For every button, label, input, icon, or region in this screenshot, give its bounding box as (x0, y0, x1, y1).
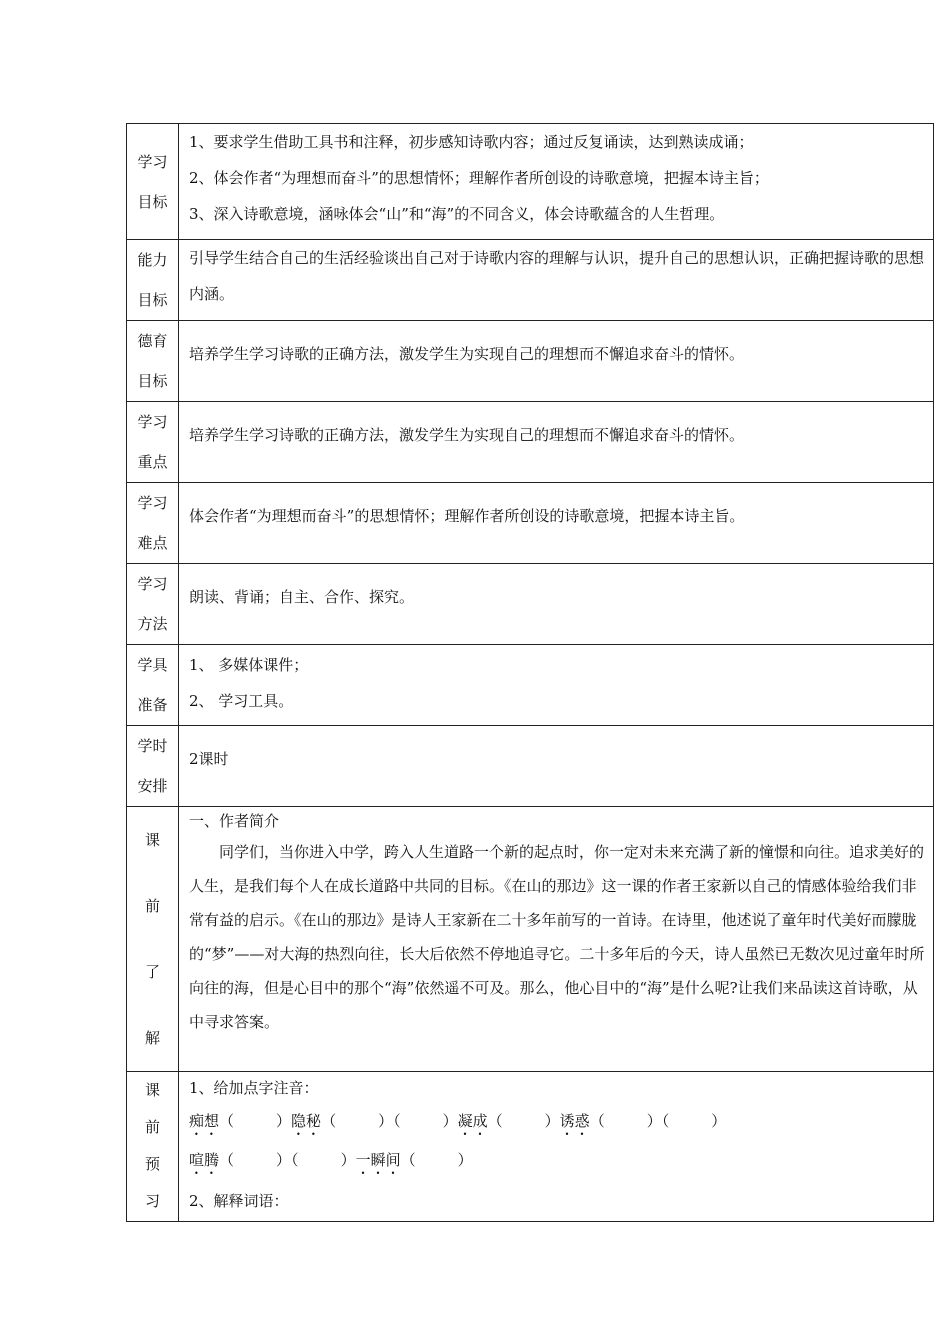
row-content (179, 726, 934, 807)
row-content (179, 402, 934, 483)
row-schedule (127, 726, 934, 807)
row-content (179, 1072, 934, 1222)
row-difficult-points (127, 483, 934, 564)
row-content (179, 564, 934, 645)
dotted-word: 痴想 (189, 1112, 220, 1130)
row-label: 学习 重点 (127, 402, 179, 483)
dotted-word: 一瞬间 (355, 1151, 401, 1169)
row-moral-goals (127, 321, 934, 402)
row-label: 学具 准备 (127, 645, 179, 726)
row-label: 德育 目标 (127, 321, 179, 402)
goal-line: 1、要求学生借助工具书和注释，初步感知诗歌内容；通过反复诵读，达到熟读成诵； (189, 133, 754, 151)
content-text: 2课时 (189, 750, 229, 768)
row-learning-goals (127, 124, 934, 240)
row-content (179, 124, 934, 240)
dotted-word: 凝成 (457, 1112, 488, 1130)
content-text: 培养学生学习诗歌的正确方法，激发学生为实现自己的理想而不懈追求奋斗的情怀。 (189, 345, 745, 363)
goal-line: 3、深入诗歌意境，涵咏体会“山”和“海”的不同含义，体会诗歌蕴含的人生哲理。 (189, 205, 725, 223)
row-tools (127, 645, 934, 726)
tool-line: 2、 学习工具。 (189, 692, 294, 710)
dotted-word: 诱惑 (559, 1112, 590, 1130)
row-content (179, 483, 934, 564)
row-pre-class-preview (127, 1072, 934, 1222)
tool-line: 1、 多媒体课件； (189, 656, 309, 674)
section-heading: 1、给加点字注音： (189, 1079, 319, 1097)
content-text: 培养学生学习诗歌的正确方法，激发学生为实现自己的理想而不懈追求奋斗的情怀。 (189, 426, 745, 444)
content-text: 朗读、背诵；自主、合作、探究。 (189, 588, 415, 606)
row-pre-class-intro (127, 807, 934, 1072)
row-label: 学时 安排 (127, 726, 179, 807)
row-label: 学习 方法 (127, 564, 179, 645)
row-label: 学习 目标 (127, 124, 179, 240)
row-label: 课 前 预 习 (127, 1072, 179, 1222)
row-content (179, 321, 934, 402)
row-ability-goals (127, 240, 934, 321)
row-content (179, 807, 934, 1072)
row-content (179, 240, 934, 321)
pinyin-line-2: 喧腾（ ）（ ）一瞬间（ ） (189, 1151, 473, 1169)
pinyin-line-1: 痴想（ ）隐秘（ ）（ ）凝成（ ）诱惑（ ）（ ） (189, 1112, 727, 1130)
row-label: 学习 难点 (127, 483, 179, 564)
goal-line: 2、体会作者“为理想而奋斗”的思想情怀；理解作者所创设的诗歌意境，把握本诗主旨； (189, 169, 769, 187)
row-label: 能力 目标 (127, 240, 179, 321)
lesson-plan-table (126, 123, 934, 1222)
author-intro-paragraph: 同学们，当你进入中学，跨入人生道路一个新的起点时，你一定对未来充满了新的憧憬和向往。追求美好的人生，是我们每个人在成长道路中共同的目标。《在山的那边》这一课的作者王家新以自己的情感体验给我们非常有益的启示。《在山的那边》是诗人王家新在二十多年前写的一首诗。在诗里，他述说了童年时代美好而朦胧的“梦”——对大海的热烈向往，长大后依然不停地追寻它。二十多年后的今天，诗人虽然已无数次见过童年时所向往的海，但是心目中的那个“海”依然遥不可及。那么，他心目中的“海”是什么呢?让我们来品读这首诗歌，从中寻求答案。 (189, 843, 925, 1031)
section-heading: 2、解释词语： (189, 1192, 289, 1210)
row-key-points (127, 402, 934, 483)
content-text: 引导学生结合自己的生活经验谈出自己对于诗歌内容的理解与认识，提升自己的思想认识，正确把握诗歌的思想内涵。 (189, 249, 925, 303)
dotted-word: 喧腾 (189, 1151, 220, 1169)
section-heading: 一、作者简介 (189, 812, 280, 830)
content-text: 体会作者“为理想而奋斗”的思想情怀；理解作者所创设的诗歌意境，把握本诗主旨。 (189, 507, 745, 525)
row-label: 课 前 了 解 (127, 807, 179, 1072)
row-learning-method (127, 564, 934, 645)
dotted-word: 隐秘 (291, 1112, 322, 1130)
row-content (179, 645, 934, 726)
